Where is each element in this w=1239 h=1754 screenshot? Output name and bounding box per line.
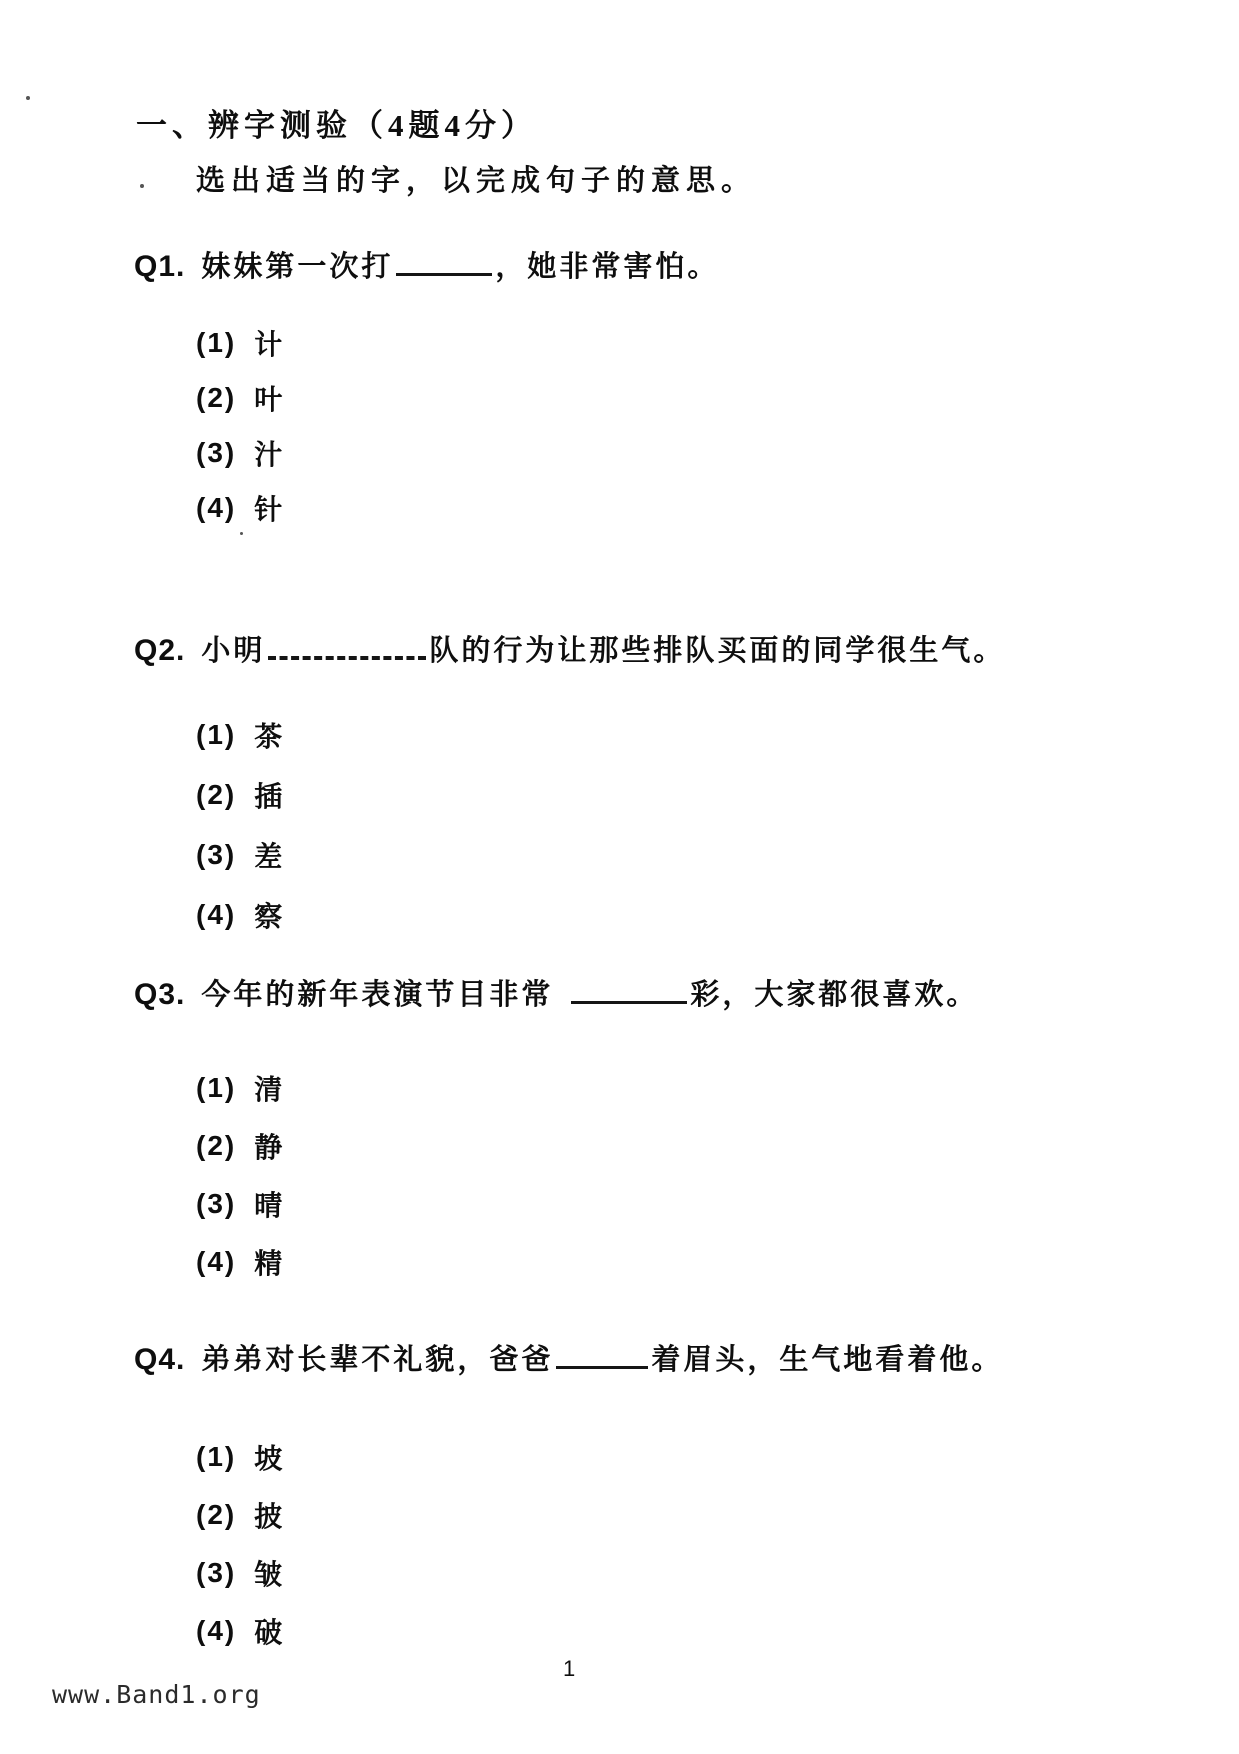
option-text: 叶 [254,384,285,416]
options-list [196,705,1204,945]
option-text: 茶 [254,722,285,754]
option-text: 破 [254,1618,285,1650]
option-text: 皱 [254,1560,285,1592]
option-row [196,1602,1204,1660]
option-label: (1) [196,719,237,751]
option-label: (2) [196,1130,237,1162]
options-list [196,1059,1204,1291]
question-label: Q4. [134,1343,186,1377]
instruction-text: 选出适当的字，以完成句子的意思。 [196,165,757,197]
option-row [196,425,1204,480]
question-stem-post: 着眉头，生气地看着他。 [651,1344,1004,1377]
option-label: (2) [196,779,237,811]
option-row [196,825,1204,885]
question-stem-pre: 妹妹第一次打 [201,251,394,284]
scan-noise-dot [240,532,243,535]
option-text: 插 [254,782,285,814]
option-row [196,1486,1204,1544]
question-stem-pre: 今年的新年表演节目非常 [201,979,554,1012]
option-row [196,1428,1204,1486]
option-row [196,315,1204,370]
site-watermark: www.Band1.org [52,1680,261,1709]
option-label: (2) [196,381,237,413]
option-text: 察 [254,902,285,934]
option-label: (1) [196,1072,237,1104]
option-text: 差 [254,842,285,874]
option-row [196,1175,1204,1233]
question-stem [134,1336,1204,1378]
option-text: 针 [254,494,285,526]
question-stem-pre: 弟弟对长辈不礼貌，爸爸 [201,1344,554,1377]
question-stem-post: 彩，大家都很喜欢。 [690,979,979,1012]
question-stem [134,243,1204,285]
option-text: 计 [254,329,285,361]
option-text: 精 [254,1249,285,1281]
question-label: Q1. [134,250,186,284]
blank-line [556,1336,648,1369]
option-text: 坡 [254,1444,285,1476]
option-row [196,480,1204,535]
option-row [196,765,1204,825]
section-title: 一、辨字测验（4题4分） [136,108,537,143]
option-row [196,1233,1204,1291]
option-text: 静 [254,1133,285,1165]
blank-line [571,971,687,1004]
blank-line [268,626,426,660]
option-row [196,705,1204,765]
option-text: 披 [254,1502,285,1534]
option-label: (3) [196,839,237,871]
scan-noise-dot [26,96,30,100]
option-row [196,885,1204,945]
question-label: Q3. [134,978,186,1012]
question-block-2 [134,626,1204,945]
option-row [196,1117,1204,1175]
question-stem-post: ，她非常害怕。 [495,251,720,284]
option-text: 晴 [254,1191,285,1223]
option-label: (4) [196,1246,237,1278]
option-label: (4) [196,899,237,931]
option-label: (3) [196,1557,237,1589]
question-stem-post: 队的行为让那些排队买面的同学很生气。 [429,635,1006,668]
options-list [196,315,1204,535]
question-label: Q2. [134,634,186,668]
option-row [196,370,1204,425]
question-stem [134,971,1204,1013]
option-row [196,1059,1204,1117]
question-stem [134,626,1204,669]
page-number: 1 [563,1656,576,1681]
question-block-3 [134,971,1204,1291]
option-row [196,1544,1204,1602]
option-label: (1) [196,1441,237,1473]
question-block-1 [134,243,1204,535]
option-text: 清 [254,1075,285,1107]
option-label: (4) [196,491,237,523]
option-label: (3) [196,1188,237,1220]
option-label: (4) [196,1615,237,1647]
question-block-4 [134,1336,1204,1660]
option-label: (3) [196,436,237,468]
option-label: (2) [196,1499,237,1531]
scan-noise-dot [140,184,144,188]
options-list [196,1428,1204,1660]
option-label: (1) [196,326,237,358]
option-text: 汁 [254,439,285,471]
question-stem-pre: 小明 [201,635,266,668]
blank-line [396,243,492,276]
